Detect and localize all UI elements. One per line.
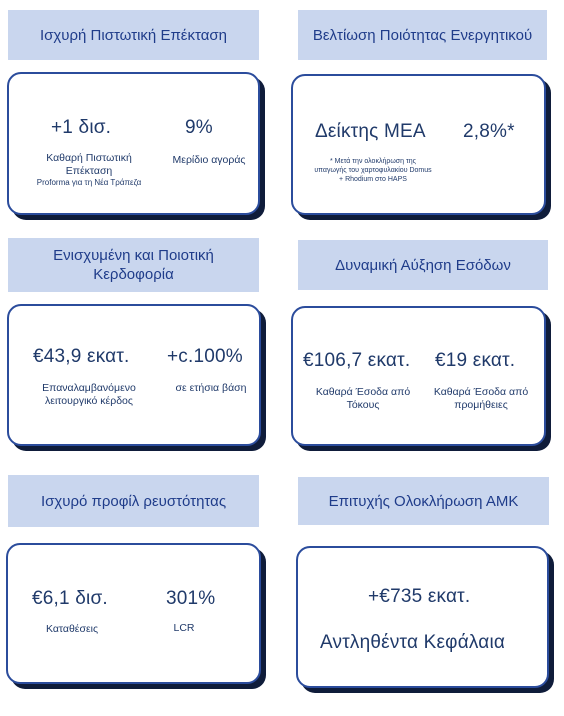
lcr-value: 301% (166, 588, 216, 609)
yoy-growth-label: σε ετήσια βάση (175, 382, 247, 394)
net-interest-income-value: €106,7 εκατ. (303, 350, 411, 371)
fee-income-value: €19 εκατ. (435, 350, 516, 371)
capital-raised-value: +€735 εκατ. (368, 586, 471, 607)
market-share-label: Μερίδιο αγοράς (172, 154, 246, 166)
header-profitability: Ενισχυμένη και Ποιοτική Κερδοφορία (8, 238, 259, 292)
yoy-growth-value: +c.100% (167, 346, 243, 367)
market-share-value: 9% (185, 117, 213, 138)
deposits-label: Καταθέσεις (45, 623, 99, 635)
card-liquidity (6, 543, 261, 684)
npe-ratio-value: 2,8%* (463, 121, 515, 142)
npe-ratio-footnote: * Μετά την ολοκλήρωση της υπαγωγής του χαρτοφυλακίου Domus + Rhodium στο HAPS (314, 158, 432, 183)
operating-profit-label: Επαναλαμβανόμενο λειτουργικό κέρδος (42, 382, 136, 407)
card-asset-quality (291, 74, 546, 215)
card-profitability (7, 304, 261, 446)
fee-income-label: Καθαρά Έσοδα από προμήθειες (433, 386, 529, 411)
capital-raised-label: Αντληθέντα Κεφάλαια (320, 632, 506, 653)
lcr-label: LCR (173, 622, 195, 634)
header-capital-increase: Επιτυχής Ολοκλήρωση ΑΜΚ (298, 477, 549, 525)
card-credit-expansion (7, 72, 260, 215)
header-liquidity: Ισχυρό προφίλ ρευστότητας (8, 475, 259, 527)
net-interest-income-label: Καθαρά Έσοδα από Τόκους (315, 386, 411, 411)
credit-expansion-value: +1 δισ. (51, 117, 112, 138)
header-asset-quality: Βελτίωση Ποιότητας Ενεργητικού (298, 10, 547, 60)
npe-ratio-label: Δείκτης ΜΕΑ (315, 121, 426, 142)
header-revenue-growth: Δυναμική Αύξηση Εσόδων (298, 240, 548, 290)
deposits-value: €6,1 δισ. (32, 588, 108, 609)
header-credit-expansion: Ισχυρή Πιστωτική Επέκταση (8, 10, 259, 60)
credit-expansion-label: Καθαρή Πιστωτική Επέκταση (46, 152, 132, 177)
operating-profit-value: €43,9 εκατ. (33, 346, 130, 367)
card-revenue-growth (291, 306, 546, 446)
credit-expansion-note: Proforma για τη Νέα Τράπεζα (36, 178, 142, 187)
card-capital-increase (296, 546, 549, 688)
